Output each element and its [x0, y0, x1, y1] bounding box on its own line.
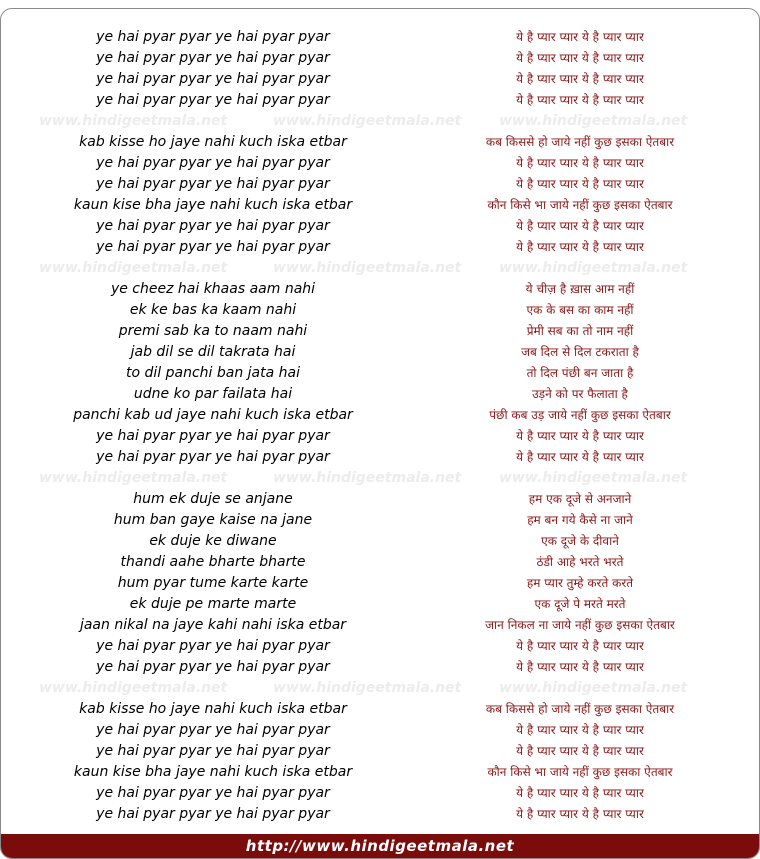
stanza: [1, 699, 759, 825]
lyric-hindi: हम एक दूजे से अनजाने: [528, 492, 632, 506]
lyric-english: ek duje pe marte marte: [129, 596, 297, 612]
watermark-text: www.hindigeetmala.net: [39, 470, 228, 486]
lyric-english: ye hai pyar pyar ye hai pyar pyar: [96, 71, 330, 87]
lyric-english: udne ko par failata hai: [133, 386, 293, 402]
lyric-line: [1, 657, 759, 678]
lyric-hindi: ये है प्यार प्यार ये है प्यार प्यार: [516, 723, 644, 737]
lyric-hindi: ये है प्यार प्यार ये है प्यार प्यार: [516, 177, 644, 191]
lyric-english: ye hai pyar pyar ye hai pyar pyar: [96, 176, 330, 192]
lyric-english: jab dil se dil takrata hai: [130, 344, 296, 360]
lyric-line: [1, 636, 759, 657]
lyric-english: ye hai pyar pyar ye hai pyar pyar: [96, 428, 330, 444]
lyric-hindi: एक के बस का काम नहीं: [526, 303, 634, 317]
watermark-text: www.hindigeetmala.net: [499, 680, 688, 696]
lyric-hindi: उड़ने को पर फैलाता है: [532, 387, 628, 401]
lyric-line: [1, 48, 759, 69]
lyric-hindi: ये है प्यार प्यार ये है प्यार प्यार: [516, 30, 644, 44]
watermark-text: www.hindigeetmala.net: [499, 470, 688, 486]
lyric-english: jaan nikal na jaye kahi nahi iska etbar: [79, 617, 347, 633]
lyric-english: premi sab ka to naam nahi: [118, 323, 308, 339]
lyric-hindi: ये है प्यार प्यार ये है प्यार प्यार: [516, 429, 644, 443]
watermark-text: www.hindigeetmala.net: [273, 680, 462, 696]
lyric-english: ye hai pyar pyar ye hai pyar pyar: [96, 29, 330, 45]
stanza: [1, 132, 759, 258]
lyric-hindi: ये है प्यार प्यार ये है प्यार प्यार: [516, 93, 644, 107]
lyric-line: [1, 783, 759, 804]
watermark-text: www.hindigeetmala.net: [273, 470, 462, 486]
watermark-text: www.hindigeetmala.net: [273, 260, 462, 276]
stanza: [1, 489, 759, 678]
lyric-line: [1, 741, 759, 762]
lyric-english: ye hai pyar pyar ye hai pyar pyar: [96, 659, 330, 675]
lyric-english: thandi aahe bharte bharte: [120, 554, 306, 570]
lyric-english: kaun kise bha jaye nahi kuch iska etbar: [73, 764, 353, 780]
lyric-line: [1, 447, 759, 468]
lyric-hindi: एक दूजे पे मरते मरते: [534, 597, 626, 611]
lyric-english: kab kisse ho jaye nahi kuch iska etbar: [79, 701, 347, 717]
lyric-english: ye hai pyar pyar ye hai pyar pyar: [96, 722, 330, 738]
lyric-line: [1, 762, 759, 783]
lyric-line: [1, 237, 759, 258]
lyric-english: hum ek duje se anjane: [133, 491, 293, 507]
lyric-english: ek duje ke diwane: [149, 533, 277, 549]
lyric-line: [1, 27, 759, 48]
stanza: [1, 279, 759, 468]
watermark-text: www.hindigeetmala.net: [499, 260, 688, 276]
lyric-hindi: कौन किसे भा जाये नहीं कुछ इसका ऐतबार: [487, 198, 673, 212]
lyric-hindi: कौन किसे भा जाये नहीं कुछ इसका ऐतबार: [487, 765, 673, 779]
lyric-hindi: ठंडी आहे भरते भरते: [536, 555, 624, 569]
lyric-line: [1, 552, 759, 573]
lyric-line: [1, 615, 759, 636]
lyric-hindi: ये चीज़ है ख़ास आम नहीं: [525, 282, 635, 296]
lyric-line: [1, 573, 759, 594]
lyric-line: [1, 699, 759, 720]
lyric-line: [1, 720, 759, 741]
lyric-hindi: जान निकल ना जाये नहीं कुछ इसका ऐतबार: [485, 618, 675, 632]
lyric-english: kab kisse ho jaye nahi kuch iska etbar: [79, 134, 347, 150]
lyric-english: ye hai pyar pyar ye hai pyar pyar: [96, 449, 330, 465]
lyric-line: [1, 153, 759, 174]
footer-url-bar[interactable]: [1, 834, 759, 858]
lyric-hindi: ये है प्यार प्यार ये है प्यार प्यार: [516, 240, 644, 254]
lyric-hindi: ये है प्यार प्यार ये है प्यार प्यार: [516, 660, 644, 674]
lyric-line: [1, 384, 759, 405]
watermark-text: www.hindigeetmala.net: [39, 113, 228, 129]
lyric-hindi: ये है प्यार प्यार ये है प्यार प्यार: [516, 639, 644, 653]
lyric-line: [1, 804, 759, 825]
footer-url[interactable]: http://www.hindigeetmala.net: [245, 837, 515, 855]
lyric-english: ye hai pyar pyar ye hai pyar pyar: [96, 638, 330, 654]
lyric-hindi: एक दूजे के दीवाने: [541, 534, 619, 548]
lyric-english: ye hai pyar pyar ye hai pyar pyar: [96, 785, 330, 801]
lyric-english: ye hai pyar pyar ye hai pyar pyar: [96, 92, 330, 108]
lyric-line: [1, 69, 759, 90]
lyric-line: [1, 216, 759, 237]
watermark-row: [1, 678, 759, 698]
lyric-english: ye cheez hai khaas aam nahi: [110, 281, 316, 297]
watermark-text: www.hindigeetmala.net: [499, 113, 688, 129]
lyric-hindi: हम बन गये कैसे ना जाने: [527, 513, 633, 527]
lyric-line: [1, 489, 759, 510]
watermark-row: [1, 468, 759, 488]
lyric-line: [1, 174, 759, 195]
watermark-text: www.hindigeetmala.net: [39, 680, 228, 696]
lyric-english: ye hai pyar pyar ye hai pyar pyar: [96, 743, 330, 759]
lyric-english: ye hai pyar pyar ye hai pyar pyar: [96, 50, 330, 66]
lyric-line: [1, 279, 759, 300]
lyric-hindi: ये है प्यार प्यार ये है प्यार प्यार: [516, 51, 644, 65]
lyric-hindi: ये है प्यार प्यार ये है प्यार प्यार: [516, 219, 644, 233]
lyric-hindi: प्रेमी सब का तो नाम नहीं: [526, 324, 634, 338]
lyric-hindi: ये है प्यार प्यार ये है प्यार प्यार: [516, 786, 644, 800]
lyric-line: [1, 531, 759, 552]
lyric-english: ye hai pyar pyar ye hai pyar pyar: [96, 806, 330, 822]
lyric-line: [1, 405, 759, 426]
lyric-line: [1, 363, 759, 384]
lyric-hindi: कब किससे हो जाये नहीं कुछ इसका ऐतबार: [485, 135, 675, 149]
lyric-line: [1, 594, 759, 615]
lyric-english: kaun kise bha jaye nahi kuch iska etbar: [73, 197, 353, 213]
lyric-hindi: ये है प्यार प्यार ये है प्यार प्यार: [516, 807, 644, 821]
lyric-hindi: ये है प्यार प्यार ये है प्यार प्यार: [516, 156, 644, 170]
lyric-english: hum ban gaye kaise na jane: [113, 512, 313, 528]
lyric-hindi: तो दिल पंछी बन जाता है: [526, 366, 634, 380]
lyric-line: [1, 195, 759, 216]
lyric-english: ye hai pyar pyar ye hai pyar pyar: [96, 218, 330, 234]
lyric-english: hum pyar tume karte karte: [117, 575, 309, 591]
lyric-hindi: कब किससे हो जाये नहीं कुछ इसका ऐतबार: [485, 702, 675, 716]
lyric-english: ye hai pyar pyar ye hai pyar pyar: [96, 155, 330, 171]
lyric-english: ek ke bas ka kaam nahi: [129, 302, 297, 318]
lyric-line: [1, 321, 759, 342]
watermark-row: [1, 258, 759, 278]
lyric-hindi: ये है प्यार प्यार ये है प्यार प्यार: [516, 72, 644, 86]
lyric-line: [1, 342, 759, 363]
lyrics-panel: [0, 8, 760, 859]
watermark-row: [1, 111, 759, 131]
watermark-text: www.hindigeetmala.net: [273, 113, 462, 129]
lyric-line: [1, 90, 759, 111]
lyric-hindi: जब दिल से दिल टकराता है: [521, 345, 639, 359]
lyric-english: panchi kab ud jaye nahi kuch iska etbar: [73, 407, 353, 423]
lyric-hindi: हम प्यार तुम्हे करते करते: [526, 576, 634, 590]
watermark-text: www.hindigeetmala.net: [39, 260, 228, 276]
lyric-line: [1, 426, 759, 447]
lyric-hindi: ये है प्यार प्यार ये है प्यार प्यार: [516, 744, 644, 758]
lyric-hindi: ये है प्यार प्यार ये है प्यार प्यार: [516, 450, 644, 464]
lyric-hindi: पंछी कब उड़ जाये नहीं कुछ इसका ऐतबार: [489, 408, 671, 422]
lyric-line: [1, 132, 759, 153]
lyric-line: [1, 300, 759, 321]
lyric-line: [1, 510, 759, 531]
stanza: [1, 27, 759, 111]
lyric-english: to dil panchi ban jata hai: [126, 365, 300, 381]
lyric-english: ye hai pyar pyar ye hai pyar pyar: [96, 239, 330, 255]
